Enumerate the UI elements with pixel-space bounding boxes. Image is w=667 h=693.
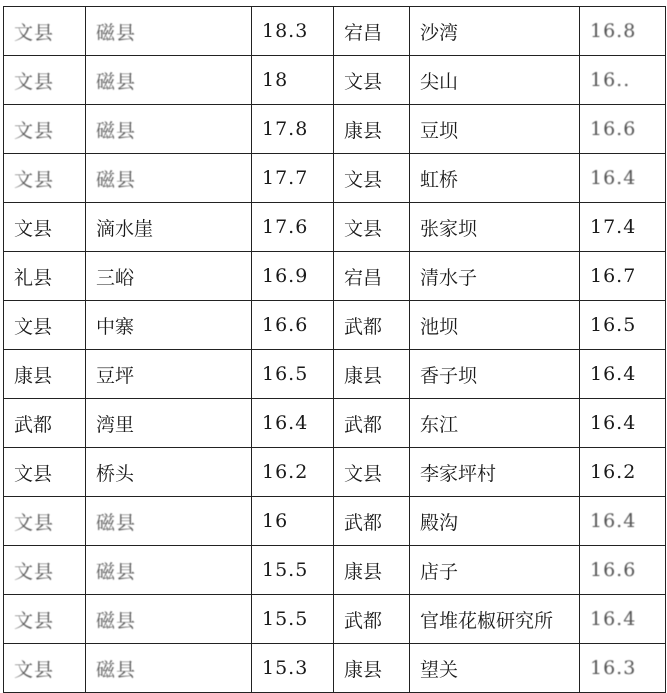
value-cell: 16.9 (252, 252, 334, 301)
value-cell: 16.4 (580, 595, 666, 644)
station-cell: 虹桥 (410, 154, 580, 203)
county-cell: 文县 (4, 497, 86, 546)
county-cell: 文县 (4, 7, 86, 56)
station-cell: 湾里 (86, 399, 252, 448)
station-cell: 中寨 (86, 301, 252, 350)
station-cell: 殿沟 (410, 497, 580, 546)
county-cell: 康县 (4, 350, 86, 399)
value-cell: 17.4 (580, 203, 666, 252)
county-cell: 文县 (334, 154, 410, 203)
county-cell: 文县 (334, 56, 410, 105)
table-row (4, 399, 666, 448)
table-row (4, 497, 666, 546)
table-row (4, 105, 666, 154)
station-cell: 香子坝 (410, 350, 580, 399)
station-cell: 磁县 (86, 105, 252, 154)
value-cell: 17.6 (252, 203, 334, 252)
value-cell: 16.3 (580, 644, 666, 693)
value-cell: 15.3 (252, 644, 334, 693)
station-cell: 磁县 (86, 7, 252, 56)
value-cell: 16.7 (580, 252, 666, 301)
county-cell: 文县 (4, 546, 86, 595)
table-row (4, 56, 666, 105)
station-cell: 东江 (410, 399, 580, 448)
value-cell: 16.4 (580, 350, 666, 399)
station-cell: 尖山 (410, 56, 580, 105)
value-cell: 16.4 (580, 154, 666, 203)
county-cell: 文县 (4, 105, 86, 154)
station-cell: 店子 (410, 546, 580, 595)
table-row (4, 7, 666, 56)
value-cell: 18.3 (252, 7, 334, 56)
station-cell: 磁县 (86, 546, 252, 595)
station-cell: 磁县 (86, 497, 252, 546)
station-cell: 磁县 (86, 56, 252, 105)
station-cell: 官堆花椒研究所 (410, 595, 580, 644)
county-cell: 武都 (4, 399, 86, 448)
station-cell: 池坝 (410, 301, 580, 350)
value-cell: 17.8 (252, 105, 334, 154)
table-row (4, 350, 666, 399)
county-cell: 文县 (4, 154, 86, 203)
station-cell: 滴水崖 (86, 203, 252, 252)
data-table (3, 6, 666, 693)
value-cell: 18 (252, 56, 334, 105)
station-cell: 豆坝 (410, 105, 580, 154)
county-cell: 武都 (334, 497, 410, 546)
table-row (4, 546, 666, 595)
county-cell: 文县 (4, 448, 86, 497)
value-cell: 16.6 (580, 546, 666, 595)
station-cell: 三峪 (86, 252, 252, 301)
county-cell: 武都 (334, 595, 410, 644)
table-row (4, 301, 666, 350)
value-cell: 16.6 (580, 105, 666, 154)
county-cell: 康县 (334, 546, 410, 595)
county-cell: 礼县 (4, 252, 86, 301)
station-cell: 清水子 (410, 252, 580, 301)
station-cell: 望关 (410, 644, 580, 693)
county-cell: 武都 (334, 399, 410, 448)
county-cell: 文县 (4, 56, 86, 105)
station-cell: 张家坝 (410, 203, 580, 252)
value-cell: 16.5 (252, 350, 334, 399)
value-cell: 16.4 (580, 497, 666, 546)
value-cell: 16 (252, 497, 334, 546)
value-cell: 16.5 (580, 301, 666, 350)
table-row (4, 252, 666, 301)
table-row (4, 595, 666, 644)
value-cell: 16.8 (580, 7, 666, 56)
station-cell: 磁县 (86, 154, 252, 203)
county-cell: 康县 (334, 644, 410, 693)
county-cell: 文县 (4, 595, 86, 644)
station-cell: 磁县 (86, 595, 252, 644)
value-cell: 15.5 (252, 595, 334, 644)
county-cell: 武都 (334, 301, 410, 350)
station-cell: 桥头 (86, 448, 252, 497)
station-cell: 磁县 (86, 644, 252, 693)
table-row (4, 203, 666, 252)
county-cell: 康县 (334, 350, 410, 399)
station-cell: 李家坪村 (410, 448, 580, 497)
value-cell: 17.7 (252, 154, 334, 203)
table-row (4, 448, 666, 497)
county-cell: 文县 (4, 301, 86, 350)
value-cell: 16.4 (580, 399, 666, 448)
county-cell: 文县 (334, 203, 410, 252)
station-cell: 豆坪 (86, 350, 252, 399)
value-cell: 16.6 (252, 301, 334, 350)
county-cell: 文县 (4, 203, 86, 252)
value-cell: 16.4 (252, 399, 334, 448)
value-cell: 16.2 (580, 448, 666, 497)
county-cell: 文县 (334, 448, 410, 497)
table-row (4, 644, 666, 693)
station-cell: 沙湾 (410, 7, 580, 56)
value-cell: 16.. (580, 56, 666, 105)
value-cell: 15.5 (252, 546, 334, 595)
county-cell: 康县 (334, 105, 410, 154)
county-cell: 文县 (4, 644, 86, 693)
county-cell: 宕昌 (334, 252, 410, 301)
county-cell: 宕昌 (334, 7, 410, 56)
value-cell: 16.2 (252, 448, 334, 497)
table-row (4, 154, 666, 203)
